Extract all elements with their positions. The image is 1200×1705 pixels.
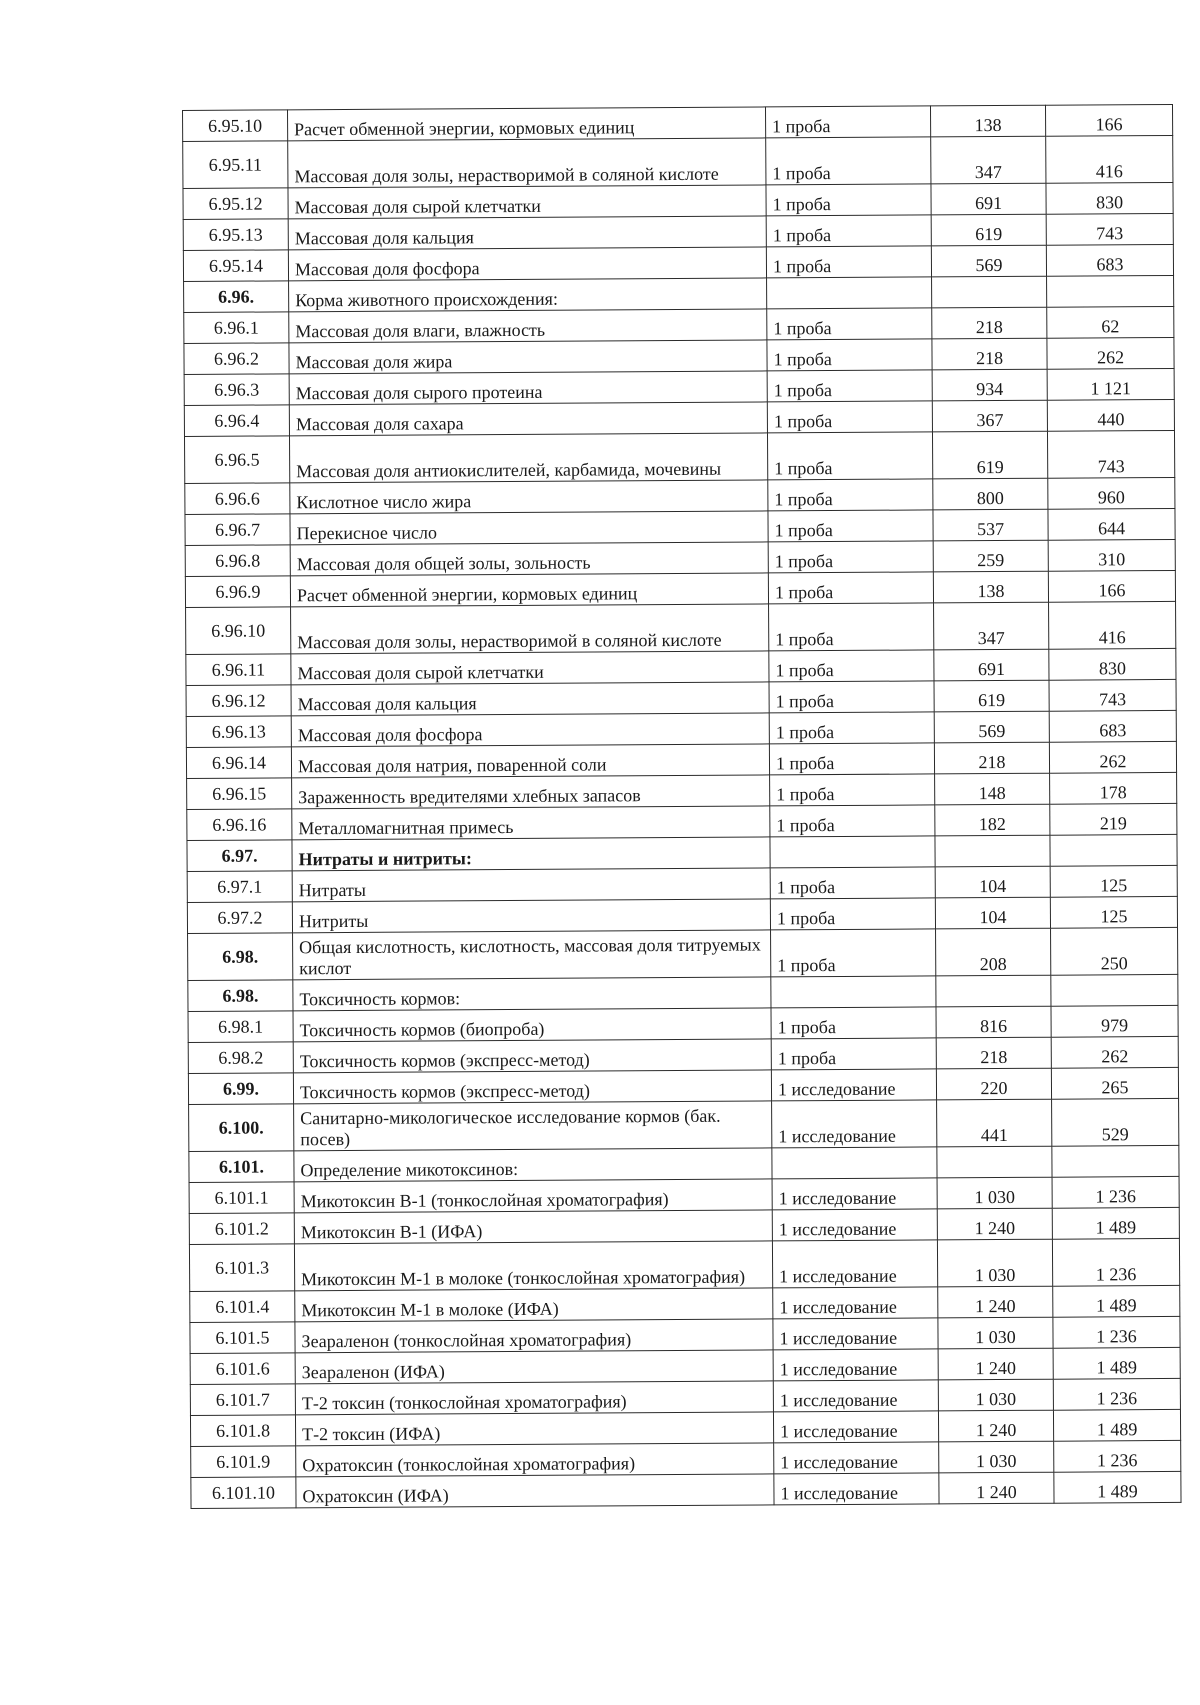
item-unit: 1 проба <box>768 479 933 511</box>
item-name: Массовая доля кальция <box>291 682 769 716</box>
item-price: 104 <box>935 866 1050 898</box>
item-price-vat: 1 236 <box>1053 1316 1180 1348</box>
item-price-vat: 262 <box>1047 337 1174 369</box>
item-code: 6.96.11 <box>186 654 291 686</box>
item-unit: 1 проба <box>769 681 934 713</box>
item-name: Массовая доля антиокислителей, карбамида, мочевины <box>289 433 767 483</box>
item-name: Токсичность кормов (экспресс-метод) <box>293 1070 771 1104</box>
item-price: 182 <box>935 804 1050 836</box>
item-unit: 1 исследование <box>772 1209 937 1241</box>
item-price: 1 030 <box>937 1239 1052 1287</box>
item-name: Охратоксин (ИФА) <box>296 1474 774 1508</box>
item-price: 619 <box>931 214 1046 246</box>
item-name: Массовая доля кальция <box>288 216 766 250</box>
item-code: 6.101.6 <box>190 1353 295 1385</box>
item-name: Массовая доля сахара <box>289 402 767 436</box>
item-code: 6.95.14 <box>183 250 288 282</box>
item-unit: 1 проба <box>769 743 934 775</box>
item-price-vat: 416 <box>1049 601 1176 649</box>
item-price-vat: 1 489 <box>1053 1409 1180 1441</box>
item-name: Токсичность кормов (биопроба) <box>293 1008 771 1042</box>
item-code: 6.96.10 <box>186 607 291 655</box>
item-code: 6.96.9 <box>185 576 290 608</box>
item-unit: 1 исследование <box>771 1069 936 1101</box>
item-unit: 1 исследование <box>772 1240 937 1288</box>
item-code: 6.101.3 <box>189 1244 294 1292</box>
item-unit: 1 проба <box>767 401 932 433</box>
item-price-vat: 743 <box>1047 430 1174 478</box>
item-price-vat: 219 <box>1050 803 1177 835</box>
item-name: Массовая доля натрия, поваренной соли <box>291 744 769 778</box>
item-code: 6.95.12 <box>183 188 288 220</box>
item-price: 1 240 <box>939 1472 1054 1504</box>
item-name: Микотоксин М-1 в молоке (тонкослойная хроматография) <box>294 1241 772 1291</box>
item-unit: 1 исследование <box>773 1380 938 1412</box>
item-code: 6.96.8 <box>185 545 290 577</box>
item-code: 6.98. <box>188 933 293 981</box>
item-code: 6.97. <box>187 840 292 872</box>
item-code: 6.101.4 <box>190 1291 295 1323</box>
item-name: Корма животного происхождения: <box>289 278 767 312</box>
item-unit: 1 проба <box>766 215 931 247</box>
item-price-vat: 644 <box>1048 508 1175 540</box>
item-price: 934 <box>932 369 1047 401</box>
item-price-vat <box>1050 834 1177 866</box>
item-code: 6.101.8 <box>190 1415 295 1447</box>
item-name: Массовая доля фосфора <box>288 247 766 281</box>
item-price-vat: 1 236 <box>1052 1176 1179 1208</box>
item-unit: 1 исследование <box>773 1287 938 1319</box>
item-price: 259 <box>933 540 1048 572</box>
price-table-body <box>183 104 1182 1508</box>
item-code: 6.101.9 <box>191 1446 296 1478</box>
item-name: Массовая доля сырого протеина <box>289 371 767 405</box>
table-row <box>186 601 1176 654</box>
table-row <box>191 1471 1181 1508</box>
item-price: 816 <box>936 1006 1051 1038</box>
item-code: 6.96.3 <box>184 374 289 406</box>
item-price <box>932 276 1047 308</box>
item-code: 6.101.1 <box>189 1182 294 1214</box>
item-price-vat: 960 <box>1048 477 1175 509</box>
item-unit: 1 проба <box>768 572 933 604</box>
item-unit: 1 проба <box>770 898 935 930</box>
item-code: 6.98.2 <box>188 1042 293 1074</box>
item-price: 800 <box>933 478 1048 510</box>
item-code: 6.99. <box>188 1073 293 1105</box>
item-unit: 1 проба <box>770 867 935 899</box>
item-price: 691 <box>931 183 1046 215</box>
item-price: 1 030 <box>938 1317 1053 1349</box>
item-name: Т-2 токсин (тонкослойная хроматография) <box>295 1381 773 1415</box>
item-price <box>936 975 1051 1007</box>
item-price-vat: 1 236 <box>1052 1238 1179 1286</box>
price-table <box>182 104 1182 1509</box>
item-name: Охратоксин (тонкослойная хроматография) <box>296 1443 774 1477</box>
item-price-vat: 125 <box>1050 896 1177 928</box>
item-price: 619 <box>934 680 1049 712</box>
item-code: 6.96.14 <box>186 747 291 779</box>
item-name: Массовая доля золы, нерастворимой в соляной кислоте <box>291 604 769 654</box>
item-code: 6.101.10 <box>191 1477 296 1509</box>
item-price: 218 <box>932 338 1047 370</box>
item-price-vat: 1 489 <box>1052 1207 1179 1239</box>
item-price: 1 240 <box>937 1208 1052 1240</box>
item-name: Массовая доля сырой клетчатки <box>288 185 766 219</box>
item-name: Микотоксин В-1 (ИФА) <box>294 1210 772 1244</box>
item-price-vat: 178 <box>1050 772 1177 804</box>
item-unit: 1 исследование <box>774 1442 939 1474</box>
item-code: 6.100. <box>189 1104 294 1152</box>
item-price: 218 <box>936 1037 1051 1069</box>
item-name: Массовая доля общей золы, зольность <box>290 542 768 576</box>
item-unit: 1 исследование <box>773 1349 938 1381</box>
item-code: 6.101.7 <box>190 1384 295 1416</box>
item-price: 148 <box>935 773 1050 805</box>
item-name: Массовая доля влаги, влажность <box>289 309 767 343</box>
item-name: Т-2 токсин (ИФА) <box>295 1412 773 1446</box>
item-code: 6.96.15 <box>187 778 292 810</box>
item-price: 619 <box>932 431 1047 479</box>
item-unit: 1 проба <box>768 541 933 573</box>
item-unit: 1 исследование <box>773 1318 938 1350</box>
item-code: 6.97.2 <box>187 902 292 934</box>
item-price-vat <box>1051 974 1178 1006</box>
item-name: Зеараленон (тонкослойная хроматография) <box>295 1319 773 1353</box>
item-price-vat: 979 <box>1051 1005 1178 1037</box>
item-name: Массовая доля фосфора <box>291 713 769 747</box>
item-code: 6.96.4 <box>184 405 289 437</box>
item-price: 1 240 <box>938 1286 1053 1318</box>
item-price-vat: 265 <box>1051 1067 1178 1099</box>
item-code: 6.96.13 <box>186 716 291 748</box>
item-price: 1 240 <box>938 1348 1053 1380</box>
item-unit: 1 проба <box>767 308 932 340</box>
item-name: Зараженность вредителями хлебных запасов <box>292 775 770 809</box>
item-code: 6.95.11 <box>183 141 288 189</box>
item-price <box>937 1146 1052 1178</box>
item-price-vat: 310 <box>1048 539 1175 571</box>
item-price-vat: 166 <box>1048 570 1175 602</box>
item-price-vat: 440 <box>1047 399 1174 431</box>
item-code: 6.95.10 <box>183 110 288 142</box>
item-name: Массовая доля сырой клетчатки <box>291 651 769 685</box>
item-unit: 1 проба <box>766 246 931 278</box>
item-name: Расчет обменной энергии, кормовых единиц <box>290 573 768 607</box>
item-unit: 1 проба <box>769 650 934 682</box>
item-unit: 1 проба <box>766 137 931 185</box>
item-name: Массовая доля жира <box>289 340 767 374</box>
item-price-vat: 1 489 <box>1053 1347 1180 1379</box>
item-price <box>935 835 1050 867</box>
item-name: Микотоксин М-1 в молоке (ИФА) <box>295 1288 773 1322</box>
item-name: Общая кислотность, кислотность, массовая доля титруемых кислот <box>293 930 771 980</box>
item-price: 1 240 <box>938 1410 1053 1442</box>
item-name: Токсичность кормов: <box>293 977 771 1011</box>
table-row <box>183 135 1173 188</box>
item-price-vat: 1 236 <box>1053 1378 1180 1410</box>
item-unit: 1 проба <box>771 1007 936 1039</box>
item-price: 218 <box>934 742 1049 774</box>
item-code: 6.96.1 <box>184 312 289 344</box>
table-row <box>184 430 1174 483</box>
item-name: Санитарно-микологическое исследование кормов (бак. посев) <box>294 1101 772 1151</box>
item-name: Нитраты и нитриты: <box>292 837 770 871</box>
item-unit <box>771 976 936 1008</box>
item-code: 6.98. <box>188 980 293 1012</box>
item-price: 1 030 <box>938 1379 1053 1411</box>
item-price-vat <box>1047 275 1174 307</box>
table-row <box>189 1098 1179 1151</box>
item-price: 347 <box>934 602 1049 650</box>
item-price-vat: 830 <box>1049 648 1176 680</box>
item-price-vat: 262 <box>1049 741 1176 773</box>
item-price-vat: 1 236 <box>1054 1440 1181 1472</box>
item-price: 218 <box>932 307 1047 339</box>
item-price-vat: 125 <box>1050 865 1177 897</box>
item-price: 691 <box>934 649 1049 681</box>
item-name: Кислотное число жира <box>290 480 768 514</box>
item-name: Нитраты <box>292 868 770 902</box>
item-code: 6.96.7 <box>185 514 290 546</box>
item-price-vat: 830 <box>1046 182 1173 214</box>
item-unit: 1 исследование <box>774 1473 939 1505</box>
item-unit: 1 исследование <box>773 1411 938 1443</box>
item-price-vat: 1 121 <box>1047 368 1174 400</box>
item-price: 104 <box>935 897 1050 929</box>
item-name: Определение микотоксинов: <box>294 1148 772 1182</box>
item-unit: 1 проба <box>767 339 932 371</box>
item-price-vat: 1 489 <box>1054 1471 1181 1503</box>
item-name: Токсичность кормов (экспресс-метод) <box>293 1039 771 1073</box>
item-name: Массовая доля золы, нерастворимой в соляной кислоте <box>288 138 766 188</box>
item-name: Нитриты <box>292 899 770 933</box>
item-price: 441 <box>937 1099 1052 1147</box>
item-price-vat: 683 <box>1049 710 1176 742</box>
item-code: 6.96.5 <box>184 436 289 484</box>
item-unit: 1 проба <box>771 929 936 977</box>
item-price-vat: 62 <box>1047 306 1174 338</box>
item-unit: 1 проба <box>768 510 933 542</box>
item-price-vat: 1 489 <box>1053 1285 1180 1317</box>
item-name: Перекисное число <box>290 511 768 545</box>
item-price-vat: 683 <box>1046 244 1173 276</box>
item-price: 569 <box>934 711 1049 743</box>
item-unit: 1 проба <box>767 432 932 480</box>
item-code: 6.96. <box>184 281 289 313</box>
table-row <box>188 927 1178 980</box>
item-price-vat: 166 <box>1045 104 1172 136</box>
item-unit: 1 проба <box>769 603 934 651</box>
item-unit: 1 проба <box>765 106 930 138</box>
item-code: 6.96.2 <box>184 343 289 375</box>
item-code: 6.97.1 <box>187 871 292 903</box>
item-price: 220 <box>936 1068 1051 1100</box>
item-code: 6.98.1 <box>188 1011 293 1043</box>
item-price: 347 <box>931 136 1046 184</box>
item-price: 1 030 <box>939 1441 1054 1473</box>
item-unit: 1 проба <box>766 184 931 216</box>
item-price-vat: 250 <box>1051 927 1178 975</box>
item-name: Микотоксин В-1 (тонкослойная хроматография) <box>294 1179 772 1213</box>
item-price: 569 <box>931 245 1046 277</box>
table-row <box>189 1238 1179 1291</box>
item-unit <box>767 277 932 309</box>
item-code: 6.95.13 <box>183 219 288 251</box>
item-name: Металломагнитная примесь <box>292 806 770 840</box>
item-code: 6.96.12 <box>186 685 291 717</box>
item-unit: 1 исследование <box>772 1178 937 1210</box>
item-unit: 1 проба <box>770 774 935 806</box>
item-price-vat: 262 <box>1051 1036 1178 1068</box>
item-code: 6.96.6 <box>185 483 290 515</box>
item-code: 6.101.2 <box>189 1213 294 1245</box>
item-price-vat: 743 <box>1046 213 1173 245</box>
item-price: 138 <box>933 571 1048 603</box>
item-code: 6.101. <box>189 1151 294 1183</box>
item-price: 1 030 <box>937 1177 1052 1209</box>
item-price-vat <box>1052 1145 1179 1177</box>
item-price-vat: 416 <box>1046 135 1173 183</box>
item-unit: 1 проба <box>767 370 932 402</box>
item-code: 6.96.16 <box>187 809 292 841</box>
item-unit <box>770 836 935 868</box>
item-price-vat: 529 <box>1052 1098 1179 1146</box>
item-price: 138 <box>930 105 1045 137</box>
item-price-vat: 743 <box>1049 679 1176 711</box>
item-unit: 1 проба <box>770 805 935 837</box>
item-unit: 1 проба <box>771 1038 936 1070</box>
item-unit <box>772 1147 937 1179</box>
item-name: Расчет обменной энергии, кормовых единиц <box>288 107 766 141</box>
item-price: 367 <box>932 400 1047 432</box>
item-name: Зеараленон (ИФА) <box>295 1350 773 1384</box>
item-price: 208 <box>936 928 1051 976</box>
item-code: 6.101.5 <box>190 1322 295 1354</box>
item-unit: 1 исследование <box>772 1100 937 1148</box>
item-unit: 1 проба <box>769 712 934 744</box>
item-price: 537 <box>933 509 1048 541</box>
